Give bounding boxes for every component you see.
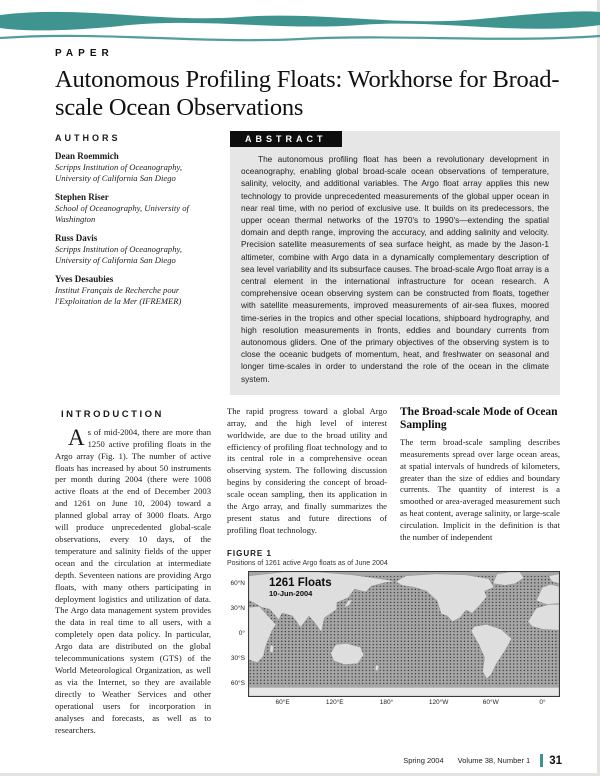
author-entry bbox=[55, 273, 218, 307]
latitude-axis bbox=[227, 571, 248, 697]
lon-label: 180° bbox=[379, 699, 394, 707]
introduction-heading: INTRODUCTION bbox=[61, 408, 164, 420]
lon-label: 60°W bbox=[482, 699, 499, 707]
broadscale-section bbox=[400, 406, 560, 544]
abstract-text: The autonomous profiling float has been a revolutionary development in oceanography, enabling global broad-scale ocean observations of temperature, salinity, velocity, and additional variables. The Argo float array applies this new technology to provide unprecedented measurements of the global upper ocean in near real time, with no period of exclusive use. It builds on its predecessors, the upper ocean thermal networks of the 1970's to 1990's—extending the spatial domain and depth range, improving the accuracy, and adding salinity and velocity. Precision satellite measurements of sea surface height, as made by the Jason-1 altimeter, combine with Argo data in a dynamically complementary description of sea level variability and its subsurface causes. The broad-scale Argo float array is a central element in the international infrastructure for ocean research. A comprehensive ocean observing system can be constructed from floats, together with satellite measurements, improved measurements of air-sea fluxes, moored time-series in the tropics and other special locations, shipboard hydrography, and high resolution measurements in fronts, eddies and boundary currents from autonomous gliders. One of the primary objectives of the observing system is to close the oceanic budgets of momentum, heat, and freshwater on seasonal and longer time-scales in order to understand the role of the ocean in the climate system. bbox=[241, 154, 549, 384]
author-name: Russ Davis bbox=[55, 233, 98, 243]
author-entry bbox=[55, 191, 218, 225]
abstract-heading: ABSTRACT bbox=[230, 131, 342, 147]
lon-label: 120°E bbox=[325, 699, 344, 707]
author-entry bbox=[55, 232, 218, 266]
footer-issue: Spring 2004 bbox=[403, 756, 444, 765]
paper-kicker: PAPER bbox=[55, 48, 114, 59]
abstract-box bbox=[230, 131, 560, 395]
header-wave-decoration bbox=[0, 0, 600, 46]
author-affiliation: Institut Français de Recherche pour l'Exploitation de la Mer (IFREMER) bbox=[55, 285, 182, 306]
figure-caption: Positions of 1261 active Argo floats as of June 2004 bbox=[227, 560, 388, 568]
introduction-text: s of mid-2004, there are more than 1250 active profiling floats in the Argo array (Fig. 1). The number of active floats has increased by about 50 instruments per month during 2004 (there were 1008 active floats at the end of December 2003 and 1261 on June 10, 2004) toward a planned global array of 3000 floats. Argo will produce unprecedented global-scale observations, every 10 days, of the temperature and salinity fields of the upper ocean and the circulation at intermediate depth. Seventeen nations are providing Argo floats, with many others participating in deployment logistics and utilization of data. The Argo data management system provides the data in real time to all users, with a completely open data policy. In particular, Argo data are distributed on the global telecommunications system (GTS) of the World Meteorological Organization, as well as via the Internet, so they are available directly to Weather Services and other operational users for incorporation in analyses and forecasts, as well as to researchers. bbox=[55, 426, 211, 735]
lat-label: 60°S bbox=[230, 680, 245, 688]
world-map bbox=[248, 571, 560, 697]
introduction-dropcap: A bbox=[68, 424, 85, 450]
middle-column bbox=[227, 406, 387, 544]
lat-label: 30°S bbox=[230, 655, 245, 663]
abstract-section bbox=[230, 131, 560, 395]
author-name: Yves Desaubies bbox=[55, 274, 114, 284]
author-affiliation: Scripps Institution of Oceanography, University of California San Diego bbox=[55, 162, 182, 183]
page-number: 31 bbox=[549, 754, 562, 767]
map-with-axes bbox=[227, 571, 560, 697]
page-content bbox=[0, 48, 600, 736]
map-title-block bbox=[269, 577, 332, 598]
authors-section bbox=[55, 131, 218, 395]
middle-column-paragraph: The rapid progress toward a global Argo array, and the high level of interest worldwide, are due to the broad utility and efficiency of profiling float technology and to its central role in a comprehensive ocean observing system. The following discussion begins by considering the concept of broad-scale ocean sampling, then its application in the Argo array, and finally summarizes the present status and future directions of profiling float technology. bbox=[227, 405, 387, 535]
lat-label: 0° bbox=[238, 630, 245, 638]
right-columns-area bbox=[227, 406, 560, 737]
authors-heading: AUTHORS bbox=[55, 133, 121, 143]
page-footer bbox=[403, 754, 562, 767]
author-affiliation: School of Oceanography, University of Washington bbox=[55, 203, 189, 224]
lat-label: 60°N bbox=[230, 579, 245, 587]
author-name: Stephen Riser bbox=[55, 192, 109, 202]
page-title: Autonomous Profiling Floats: Workhorse for Broad-scale Ocean Observations bbox=[55, 66, 560, 121]
text-columns bbox=[227, 406, 560, 544]
lon-label: 120°W bbox=[428, 699, 449, 707]
lon-label: 60°E bbox=[275, 699, 290, 707]
author-entry bbox=[55, 150, 218, 184]
broadscale-paragraph: The term broad-scale sampling describes measurements spread over large ocean areas, at spatial intervals of hundreds of kilometers, greater than the size of eddies and boundary currents. The quantity of interest is a smoothed or area-averaged measurement such as heat content, average salinity, or large-scale circulation. Implicit in the definition is that the number of independent bbox=[400, 436, 560, 543]
author-name: Dean Roemmich bbox=[55, 151, 119, 161]
longitude-axis bbox=[248, 697, 560, 708]
map-title: 1261 Floats bbox=[269, 577, 332, 590]
introduction-section bbox=[55, 406, 227, 737]
lat-label: 30°N bbox=[230, 604, 245, 612]
figure-1 bbox=[227, 549, 560, 708]
footer-volume: Volume 38, Number 1 bbox=[457, 756, 531, 765]
lon-label: 0° bbox=[539, 699, 546, 707]
map-date: 10-Jun-2004 bbox=[269, 589, 313, 599]
introduction-paragraph bbox=[55, 424, 211, 737]
broadscale-heading: The Broad-scale Mode of Ocean Sampling bbox=[400, 405, 558, 431]
authors-abstract-row bbox=[55, 131, 560, 395]
author-affiliation: Scripps Institution of Oceanography, University of California San Diego bbox=[55, 244, 182, 265]
figure-label: FIGURE 1 bbox=[227, 549, 272, 559]
footer-divider bbox=[540, 754, 543, 767]
article-body bbox=[55, 406, 560, 737]
